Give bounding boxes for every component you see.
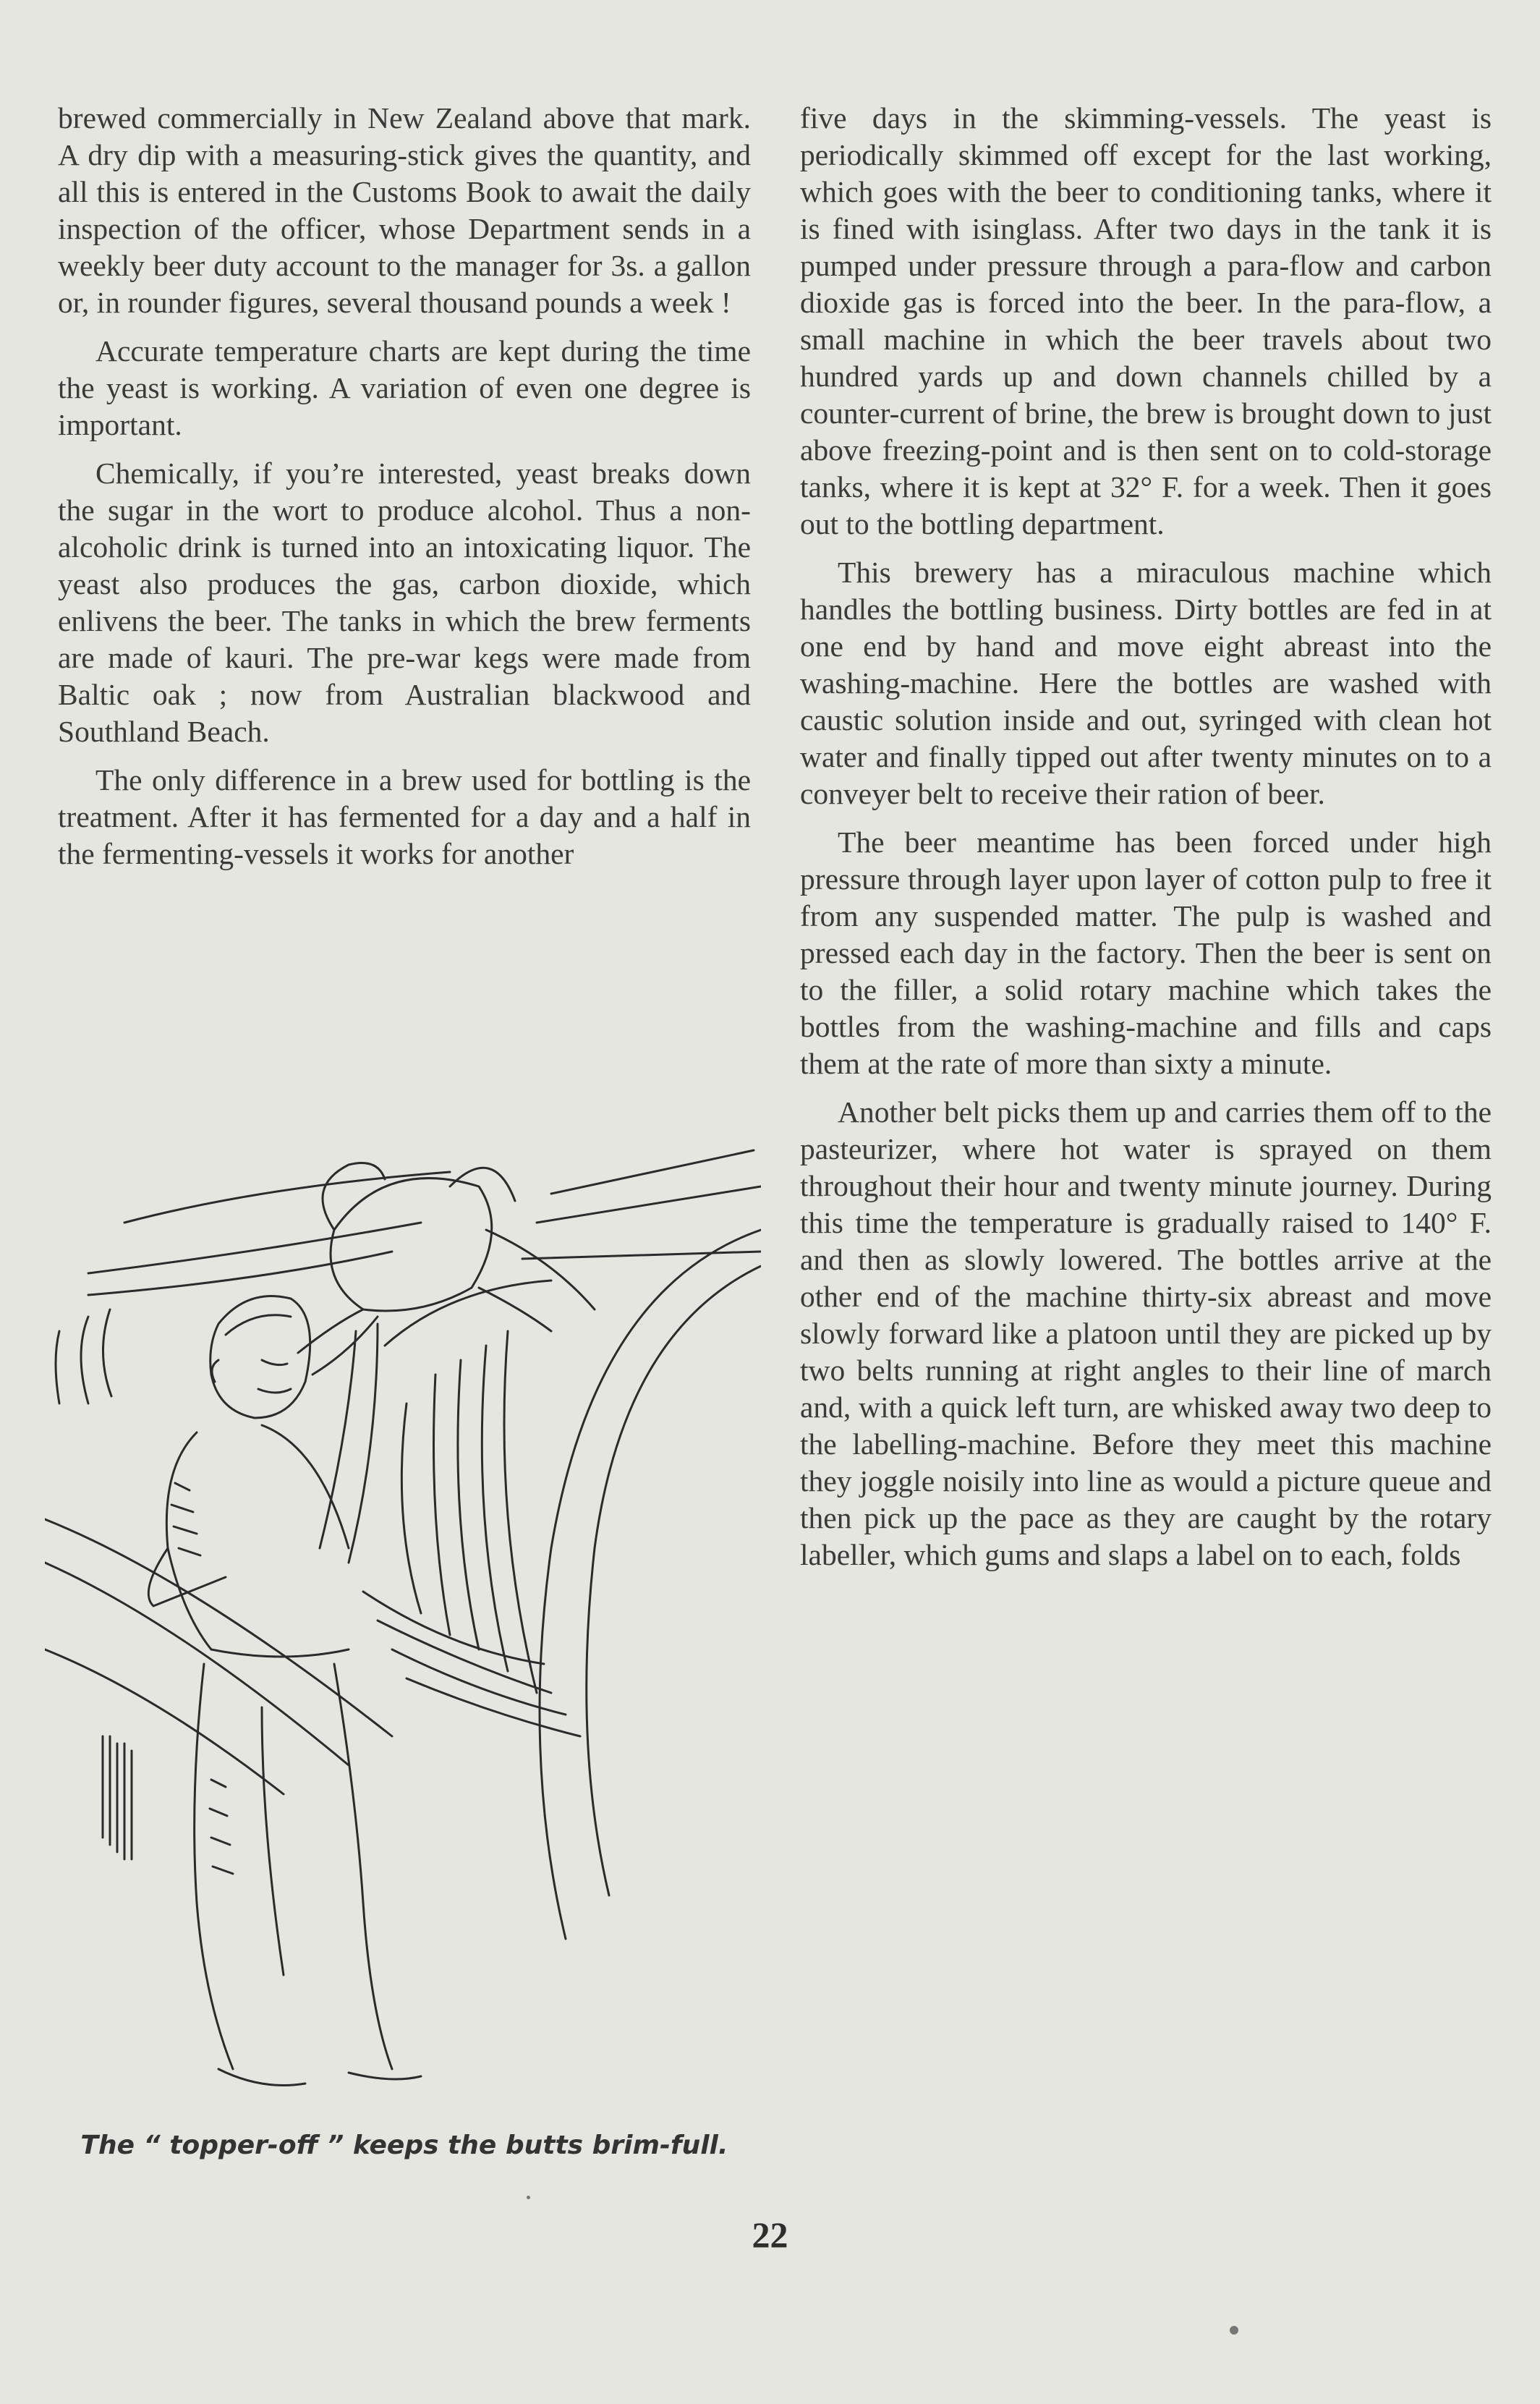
right-paragraph-2: This brewery has a miraculous machine which handles the bottling business. Dirty bottles are fed in at one end by hand and move eight abreast into the washing-machine. Here the bottles are washed with caustic solution inside and out, syringed with clean hot water and finally tipped out after twenty minutes on to a conveyer belt to receive their ration of beer.: [800, 556, 1492, 810]
left-text-column: [58, 100, 751, 884]
right-paragraph-3: The beer meantime has been forced under high pressure through layer upon layer of cotton pulp to free it from any suspended matter. The pulp is washed and pressed each day in the factory. Then the beer is sent on to the filler, a solid rotary machine which takes the bottles from the washing-machine and fills and caps them at the rate of more than sixty a minute.: [800, 825, 1492, 1080]
large-butt: [363, 1230, 761, 1939]
left-paragraph-4: The only difference in a brew used for bottling is the treatment. After it has fermented for a day and a half in the fermenting-vessels it works for another: [58, 763, 751, 870]
left-paragraph-1: brewed commercially in New Zealand above that mark. A dry dip with a measuring-stick gives the quantity, and all this is entered in the Customs Book to await the daily inspection of the officer, whose Department sends in a weekly beer duty account to the manager for 3s. a gallon or, in rounder figures, several thousand pounds a week !: [58, 101, 751, 319]
background-barrels: [45, 1150, 761, 1794]
left-paragraph-3: Chemically, if you’re interested, yeast breaks down the sugar in the wort to produce alcohol. Thus a non-alcoholic drink is turned into an intoxicating liquor. The yeast also produces the gas, carbon dioxide, which enlivens the beer. The tanks in which the brew ferments are made of kauri. The pre-war kegs were made from Baltic oak ; now from Australian blackwood and Southland Beach.: [58, 456, 751, 748]
right-paragraph-4: Another belt picks them up and carries them off to the pasteurizer, where hot water is sprayed on them throughout their hour and twenty minute journey. During this time the temperature is gradually raised to 140° F. and then as slowly lowered. The bottles arrive at the other end of the machine thirty-six abreast and move slowly forward like a platoon until they are picked up by two belts running at right angles to their line of march and, with a quick left turn, are whisked away two deep to the labelling-machine. Before they meet this machine they joggle noisily into line as would a picture queue and then pick up the pace as they are caught by the rotary labeller, which gums and slaps a label on to each, folds: [800, 1095, 1492, 1571]
left-paragraph-2: Accurate temperature charts are kept during the time the yeast is working. A variation of even one degree is important.: [58, 334, 751, 441]
page-number: 22: [752, 2214, 788, 2255]
figure-caption: The “ topper-off ” keeps the butts brim-full.: [80, 2131, 728, 2160]
right-paragraph-1: five days in the skimming-vessels. The yeast is periodically skimmed off except for the last working, which goes with the beer to conditioning tanks, where it is fined with isinglass. After two days in the tank it is pumped under pressure through a para-flow and carbon dioxide gas is forced into the beer. In the para-flow, a small machine in which the beer travels about two hundred yards up and down channels chilled by a counter-current of brine, the brew is brought down to just above freezing-point and is then sent on to cold-storage tanks, where it is kept at 32° F. for a week. Then it goes out to the bottling department.: [800, 101, 1492, 540]
man-figure: [103, 1296, 421, 2086]
paper-speck: [1230, 2326, 1238, 2335]
jug: [323, 1163, 595, 1332]
paper-speck: [527, 2196, 530, 2199]
topper-off-illustration: [45, 1143, 761, 2112]
right-text-column: [800, 100, 1492, 1585]
